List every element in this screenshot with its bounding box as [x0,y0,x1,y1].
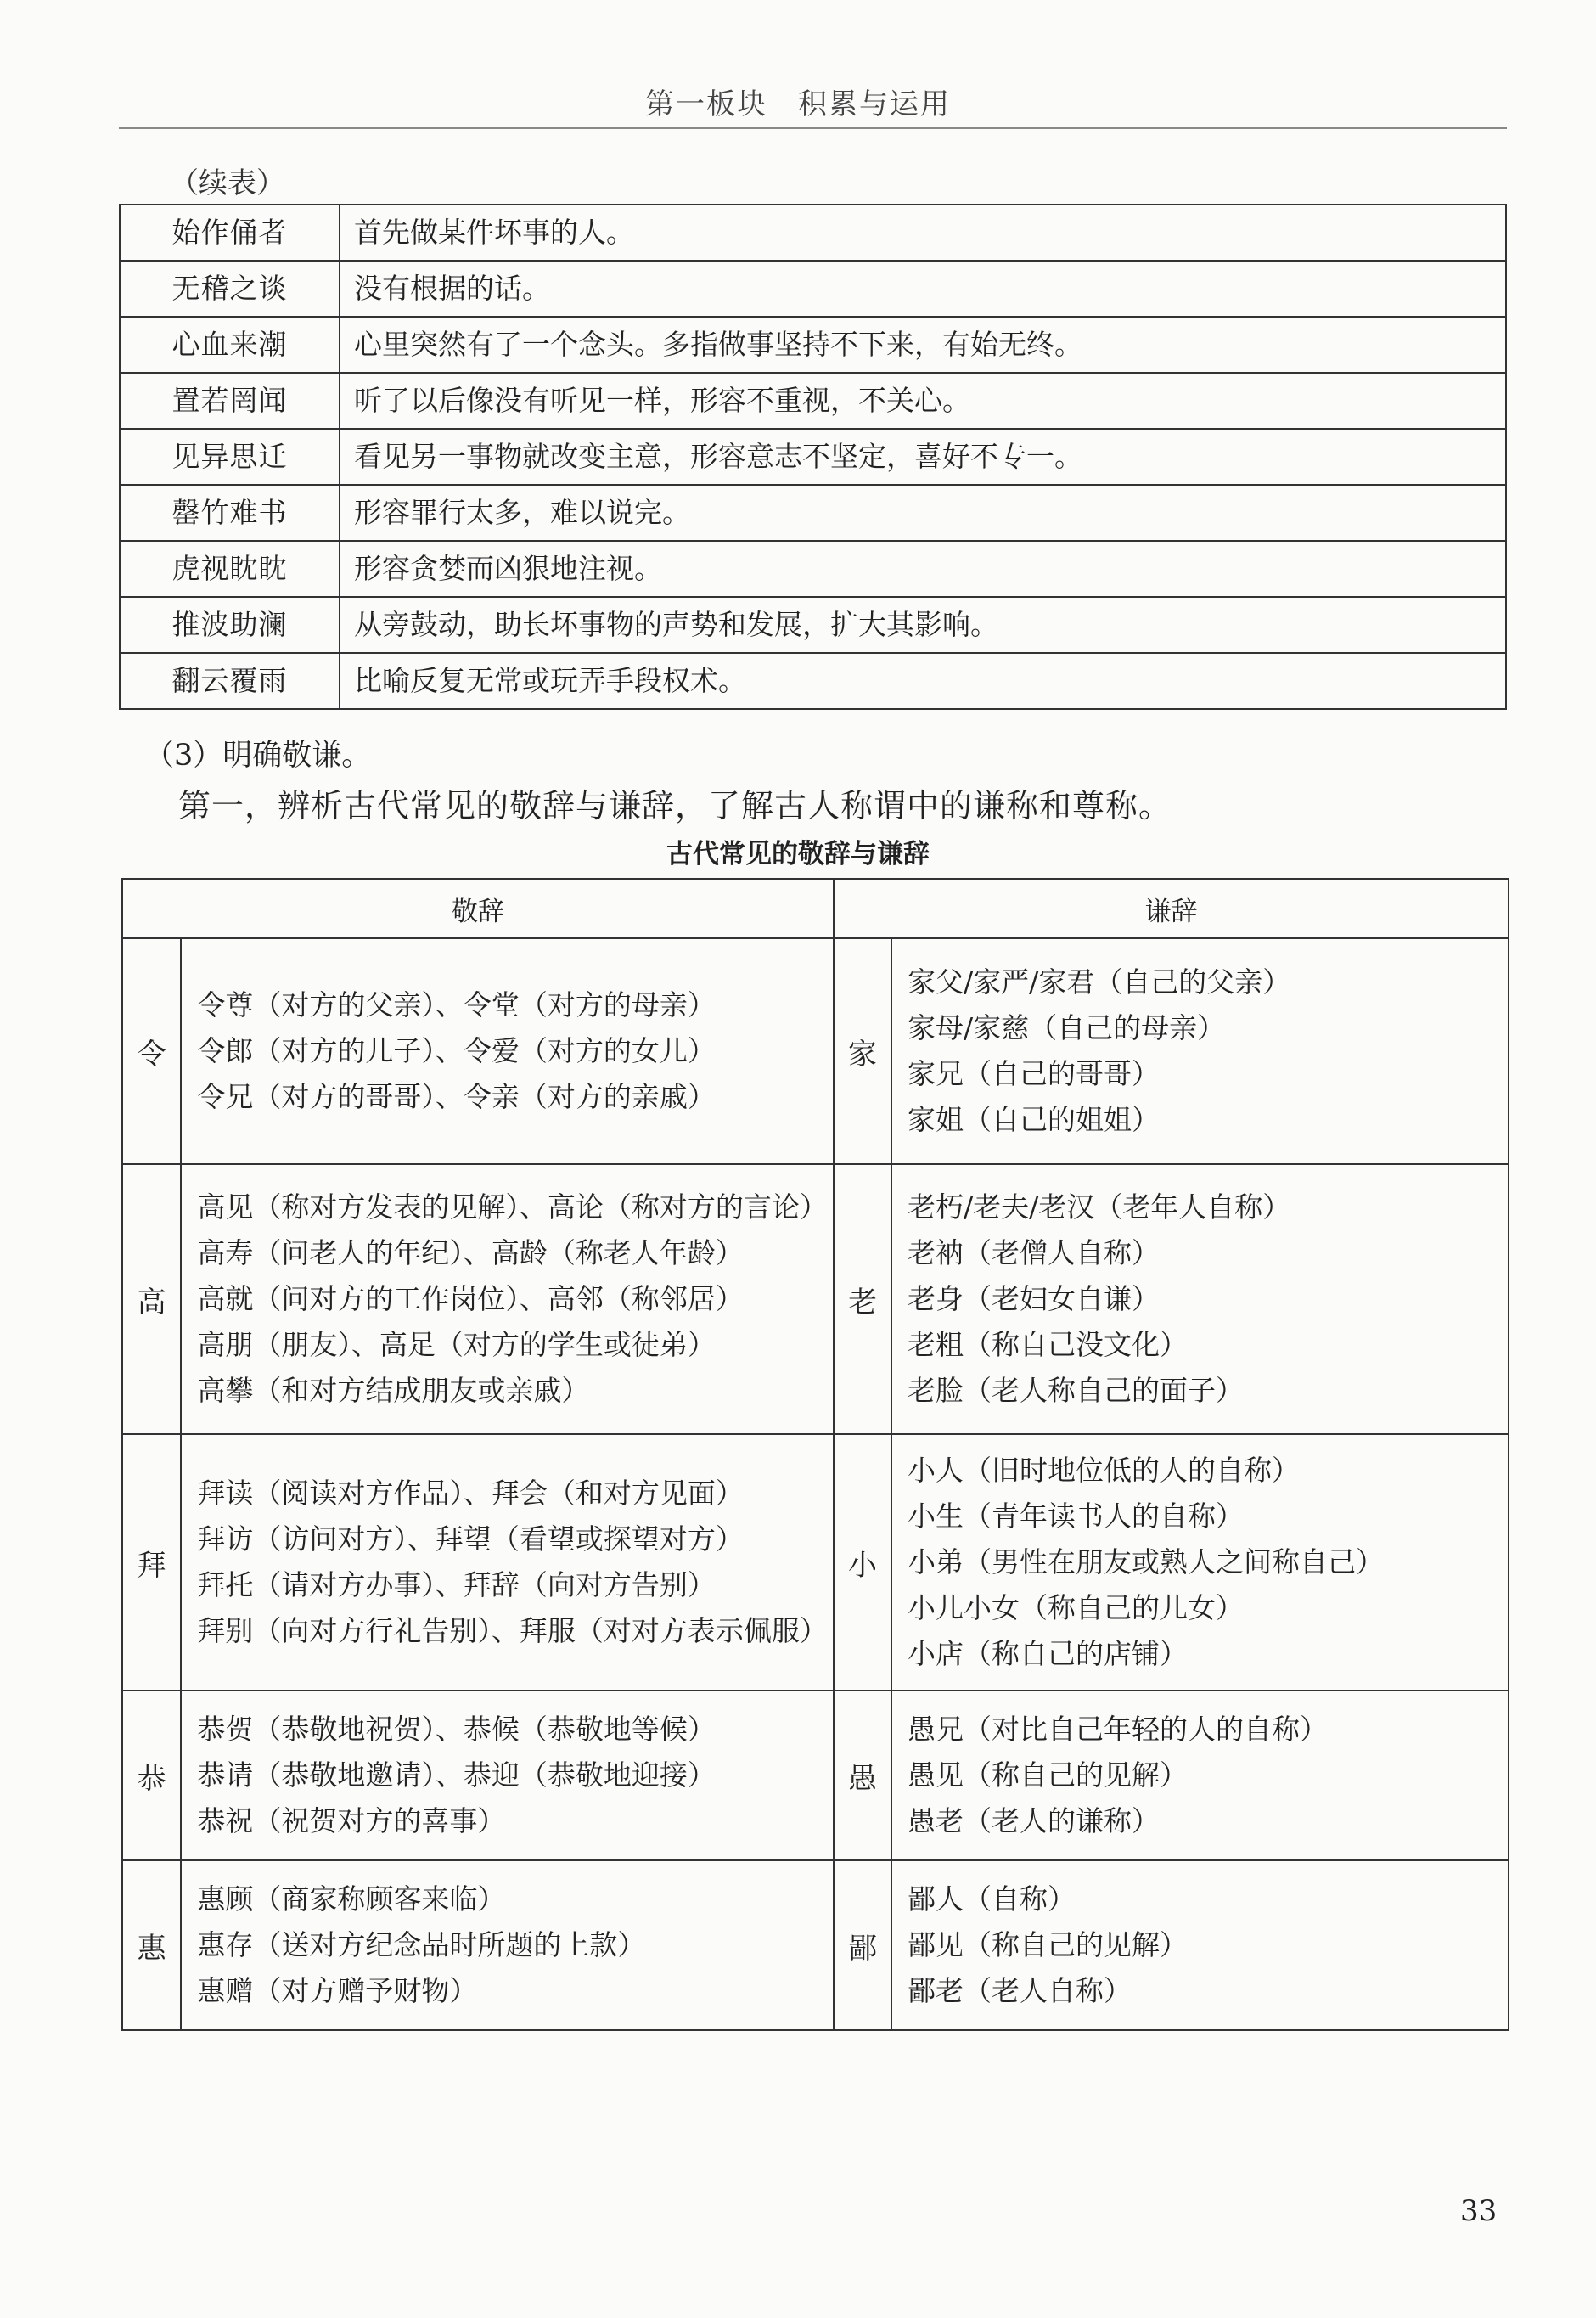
respect-terms [181,1860,834,2030]
humble-term-line: 鄙老（老人自称） [908,1974,1132,2007]
header-humble: 谦辞 [834,879,1509,938]
humble-prefix: 老 [834,1164,891,1434]
humble-term-line: 家父/家严/家君（自己的父亲） [908,965,1291,999]
idiom-term: 始作俑者 [120,205,340,261]
section-paragraph: 第一，辨析古代常见的敬辞与谦辞，了解古人称谓中的谦称和尊称。 [178,787,1172,824]
respect-term-line: 拜访（访问对方）、拜望（看望或探望对方） [197,1522,744,1556]
humble-term-line: 家兄（自己的哥哥） [908,1057,1160,1090]
humble-term-line: 家母/家慈（自己的母亲） [908,1011,1226,1044]
respect-prefix: 恭 [122,1691,181,1860]
respect-term-line: 惠存（送对方纪念品时所题的上款） [197,1928,646,1961]
respect-term-line: 高朋（朋友）、高足（对方的学生或徒弟） [197,1328,716,1361]
idiom-table [119,204,1507,710]
humble-term-line: 老衲（老僧人自称） [908,1236,1160,1269]
respect-prefix: 惠 [122,1860,181,2030]
header-divider [119,127,1507,129]
idiom-meaning: 从旁鼓动，助长坏事物的声势和发展，扩大其影响。 [340,597,1506,653]
humble-term-line: 小儿小女（称自己的儿女） [908,1591,1244,1624]
table-row [120,485,1506,541]
idiom-term: 心血来潮 [120,317,340,373]
humble-term-line: 老身（老妇女自谦） [908,1282,1160,1315]
respect-terms [181,1164,834,1434]
respect-prefix: 令 [122,938,181,1164]
humble-term-line: 鄙见（称自己的见解） [908,1928,1188,1961]
table-row [120,373,1506,429]
idiom-term: 罄竹难书 [120,485,340,541]
respect-terms [181,1434,834,1691]
page-header: 第一板块 积累与运用 [645,87,951,121]
idiom-term: 见异思迁 [120,429,340,485]
idiom-term: 翻云覆雨 [120,653,340,709]
table-row [122,1691,1509,1860]
respect-term-line: 惠顾（商家称顾客来临） [197,1882,506,1916]
respect-term-line: 高寿（问老人的年纪）、高龄（称老人年龄） [197,1236,744,1269]
idiom-meaning: 首先做某件坏事的人。 [340,205,1506,261]
idiom-meaning: 形容贪婪而凶狠地注视。 [340,541,1506,597]
header-respect: 敬辞 [122,879,834,938]
idiom-meaning: 看见另一事物就改变主意，形容意志不坚定，喜好不专一。 [340,429,1506,485]
respect-term-line: 拜别（向对方行礼告别）、拜服（对对方表示佩服） [197,1614,828,1647]
humble-terms [891,1860,1509,2030]
page-number: 33 [1460,2194,1498,2228]
humble-prefix: 小 [834,1434,891,1691]
section-point: （3）明确敬谦。 [144,739,372,773]
humble-prefix: 愚 [834,1691,891,1860]
idiom-meaning: 心里突然有了一个念头。多指做事坚持不下来，有始无终。 [340,317,1506,373]
respect-term-line: 拜读（阅读对方作品）、拜会（和对方见面） [197,1477,744,1510]
table-row [120,597,1506,653]
table-row [122,1164,1509,1434]
respect-term-line: 令郎（对方的儿子）、令爱（对方的女儿） [197,1034,716,1067]
humble-term-line: 小弟（男性在朋友或熟人之间称自己） [908,1545,1384,1578]
table-row [122,1434,1509,1691]
continued-label: （续表） [170,166,285,200]
table-row [122,1860,1509,2030]
humble-term-line: 老粗（称自己没文化） [908,1328,1188,1361]
humble-terms [891,938,1509,1164]
respect-term-line: 惠赠（对方赠予财物） [197,1974,478,2007]
respect-term-line: 恭请（恭敬地邀请）、恭迎（恭敬地迎接） [197,1758,716,1792]
table-row [122,938,1509,1164]
humble-prefix: 鄙 [834,1860,891,2030]
respect-prefix: 高 [122,1164,181,1434]
humble-term-line: 愚见（称自己的见解） [908,1758,1188,1792]
respect-term-line: 恭贺（恭敬地祝贺）、恭候（恭敬地等候） [197,1713,716,1746]
table-row [120,261,1506,317]
humble-term-line: 愚兄（对比自己年轻的人的自称） [908,1713,1328,1746]
respect-term-line: 令尊（对方的父亲）、令堂（对方的母亲） [197,988,716,1021]
respect-term-line: 高见（称对方发表的见解）、高论（称对方的言论） [197,1190,828,1224]
humble-term-line: 小生（青年读书人的自称） [908,1499,1244,1533]
idiom-meaning: 形容罪行太多，难以说完。 [340,485,1506,541]
idiom-meaning: 听了以后像没有听见一样，形容不重视，不关心。 [340,373,1506,429]
humble-terms [891,1164,1509,1434]
respect-terms [181,938,834,1164]
humble-term-line: 鄙人（自称） [908,1882,1076,1916]
humble-term-line: 家姐（自己的姐姐） [908,1103,1160,1136]
table-row [120,653,1506,709]
humble-term-line: 小店（称自己的店铺） [908,1637,1188,1670]
humble-terms [891,1691,1509,1860]
humble-term-line: 愚老（老人的谦称） [908,1804,1160,1837]
idiom-meaning: 比喻反复无常或玩弄手段权术。 [340,653,1506,709]
table-row [120,429,1506,485]
respect-term-line: 高就（问对方的工作岗位）、高邻（称邻居） [197,1282,744,1315]
humble-term-line: 小人（旧时地位低的人的自称） [908,1454,1300,1487]
idiom-meaning: 没有根据的话。 [340,261,1506,317]
table-row [120,317,1506,373]
humble-term-line: 老朽/老夫/老汉（老年人自称） [908,1190,1291,1224]
respect-term-line: 拜托（请对方办事）、拜辞（向对方告别） [197,1568,716,1601]
idiom-term: 无稽之谈 [120,261,340,317]
humble-prefix: 家 [834,938,891,1164]
idiom-term: 推波助澜 [120,597,340,653]
humble-term-line: 老脸（老人称自己的面子） [908,1374,1244,1407]
respect-prefix: 拜 [122,1434,181,1691]
honorific-table [121,878,1509,2031]
respect-term-line: 恭祝（祝贺对方的喜事） [197,1804,506,1837]
respect-terms [181,1691,834,1860]
respect-term-line: 高攀（和对方结成朋友或亲戚） [197,1374,590,1407]
humble-terms [891,1434,1509,1691]
table-row [120,205,1506,261]
respect-term-line: 令兄（对方的哥哥）、令亲（对方的亲戚） [197,1080,716,1113]
table-row [120,541,1506,597]
idiom-term: 置若罔闻 [120,373,340,429]
idiom-term: 虎视眈眈 [120,541,340,597]
table-caption: 古代常见的敬辞与谦辞 [666,839,930,869]
